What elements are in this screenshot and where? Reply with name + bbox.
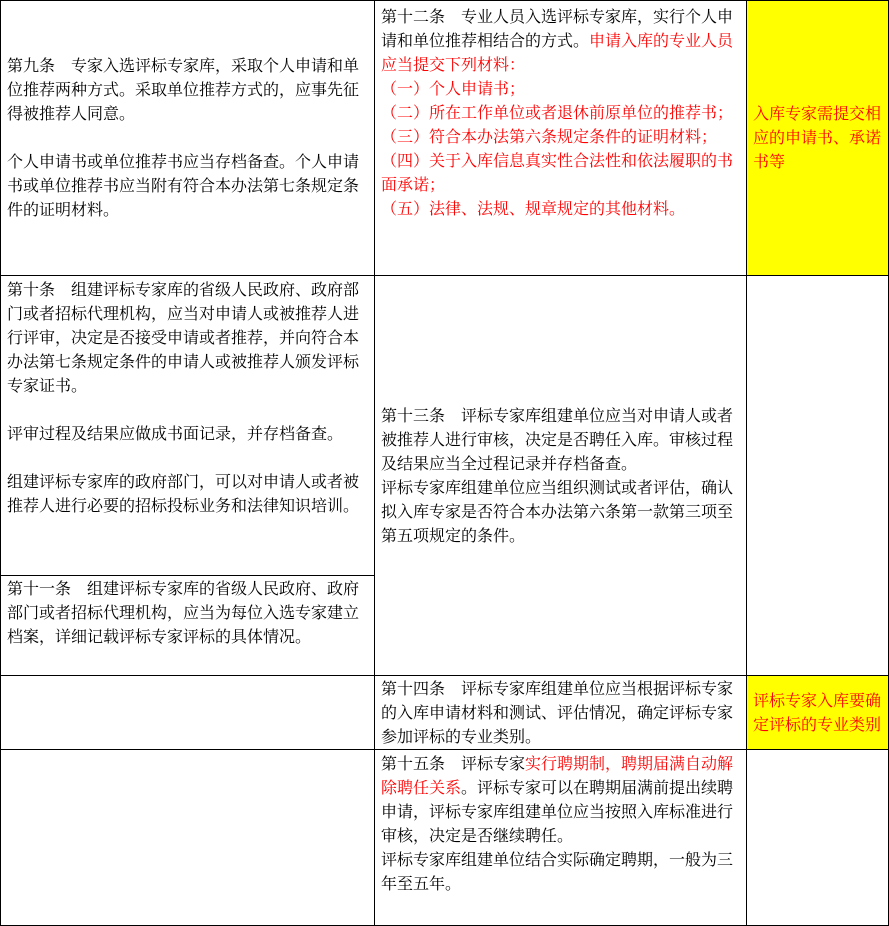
note-application-materials-text: 入库专家需提交相应的申请书、承诺书等 [753,104,882,171]
article-9-paragraph-2: 个人申请书或单位推荐书应当存档备查。个人申请书或单位推荐书应当附有符合本办法第七条规定条件的证明材料。 [7,152,360,219]
article-12-paragraph [381,5,740,77]
note-professional-category-text: 评标专家入库要确定评标的专业类别 [753,690,882,734]
article-12-intro-highlight: 申请入库的专业人员应当提交下列材料： [381,31,734,74]
article-13-paragraph-2: 评标专家库组建单位应当组织测试或者评估，确认拟入库专家是否符合本办法第六条第一款第三项至第五项规定的条件。 [381,477,734,545]
article-12-item: （五）法律、法规、规章规定的其他材料。 [381,199,686,218]
empty-left-cell [0,676,375,750]
article-15-term-highlight: 实行聘期制，聘期届满自动解除聘任关系 [381,754,734,797]
note-professional-category [747,676,889,750]
article-12-item: （一）个人申请书； [381,79,526,98]
article-15-cell [375,750,747,926]
article-12-item: （四）关于入库信息真实性合法性和依法履职的书面承诺； [381,151,734,194]
article-12-intro: 第十二条 专业人员入选评标专家库，实行个人申请和单位推荐相结合的方式。 [381,7,734,50]
empty-left-cell [0,750,375,926]
article-12-item: （二）所在工作单位或者退休前原单位的推荐书； [381,103,734,122]
article-15-paragraph-2: 评标专家库组建单位结合实际确定聘期，一般为三年至五年。 [381,850,734,893]
article-9-cell [0,0,375,276]
note-empty-cell [747,276,889,676]
article-10-paragraph-1: 第十条 组建评标专家库的省级人民政府、政府部门或者招标代理机构，应当对申请人或被推荐人进行评审，决定是否接受申请或者推荐，并向符合本办法第七条规定条件的申请人或被推荐人颁发评标专家证书。 [7,280,360,395]
article-12-cell [375,0,747,276]
article-15-paragraph-1 [381,752,740,848]
article-15-rest: 。评标专家可以在聘期届满前提出续聘申请，评标专家库组建单位应当按照入库标准进行审核，决定是否继续聘任。 [381,778,734,845]
article-15-lead: 第十五条 评标专家 [381,754,526,773]
article-14-paragraph: 第十四条 评标专家库组建单位应当根据评标专家的入库申请材料和测试、评估情况，确定评标专家参加评标的专业类别。 [381,678,734,746]
article-9-paragraph-1: 第九条 专家入选评标专家库，采取个人申请和单位推荐两种方式。采取单位推荐方式的，应事先征得被推荐人同意。 [7,56,360,123]
note-application-materials [747,0,889,276]
article-14-cell [375,676,747,750]
article-13-cell [375,276,747,676]
article-12-item: （三）符合本办法第六条规定条件的证明材料； [381,127,718,146]
article-13-paragraph-1: 第十三条 评标专家库组建单位应当对申请人或者被推荐人进行审核，决定是否聘任入库。审核过程及结果应当全过程记录并存档备查。 [381,405,734,473]
article-10-paragraph-2: 评审过程及结果应做成书面记录，并存档备查。 [7,424,344,443]
article-10-cell [0,276,375,576]
article-11-cell [0,576,375,676]
note-empty-cell [747,750,889,926]
article-10-paragraph-3: 组建评标专家库的政府部门，可以对申请人或者被推荐人进行必要的招标投标业务和法律知识培训。 [7,472,360,515]
article-11-paragraph: 第十一条 组建评标专家库的省级人民政府、政府部门或者招标代理机构，应当为每位入选专家建立档案，详细记载评标专家评标的具体情况。 [7,579,360,646]
